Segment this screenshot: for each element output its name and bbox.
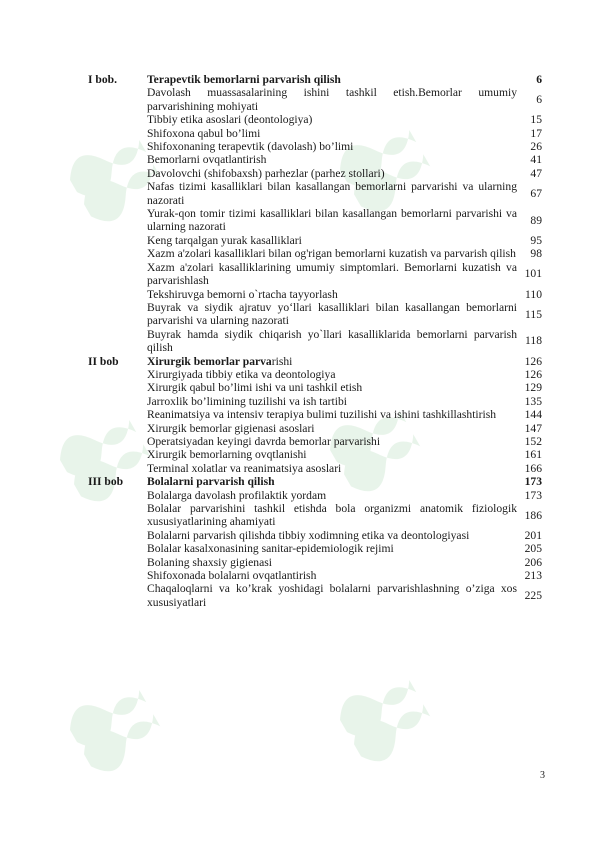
toc-entry — [88, 395, 544, 408]
toc-entry — [88, 261, 544, 288]
toc-entry-title: Shifoxona qabul bo’limi — [147, 126, 261, 140]
toc-entry — [88, 234, 544, 247]
toc-page-number: 225 — [524, 589, 542, 603]
toc-entry-title — [147, 355, 517, 368]
toc-entry-title: Jarroxlik bo’limining tuzilishi va ish tartibi — [147, 394, 347, 408]
toc-entry-title: Operatsiyadan keyingi davrda bemorlar parvarishi — [147, 434, 381, 448]
toc-page-number: 101 — [524, 267, 542, 281]
toc-entry-title: Terapevtik bemorlarni parvarish qilish — [147, 73, 341, 86]
toc-entry-title: Bolaning shaxsiy gigienasi — [147, 555, 272, 569]
toc-page-number: 17 — [530, 126, 542, 140]
toc-entry-title: Tekshiruvga bemorni o`rtacha tayyorlash — [147, 287, 338, 301]
toc-page-number: 129 — [524, 381, 542, 395]
toc-page-number: 205 — [524, 542, 542, 556]
toc-page-number: 152 — [524, 434, 542, 448]
toc-entry — [88, 207, 544, 234]
toc-entry-title-bold: Xirurgik bemorlar parva — [147, 354, 272, 368]
toc-entry-title: Terminal xolatlar va reanimatsiya asoslari — [147, 461, 342, 475]
toc-entry-title: Bolalar parvarishini tashkil etishda bola organizmi anatomik fiziologik xususiyatlarining ahamiyati — [147, 502, 517, 529]
toc-entry-title: Shifoxonada bolalarni ovqatlantirish — [147, 569, 317, 583]
toc-entry-title-plain: rishi — [271, 354, 293, 368]
toc-entry — [88, 328, 544, 355]
toc-entry — [88, 73, 544, 86]
toc-entry — [88, 435, 544, 448]
toc-entry — [88, 502, 544, 529]
toc-page-number: 213 — [524, 569, 542, 583]
toc-entry — [88, 355, 544, 368]
toc-entry-title: Yurak-qon tomir tizimi kasalliklari bilan kasallangan bemorlarni parvarishi va ularning nazorati — [147, 207, 517, 234]
toc-entry — [88, 301, 544, 328]
toc-entry-title: Bolalarni parvarish qilish — [147, 475, 275, 489]
table-of-contents — [88, 73, 544, 609]
toc-entry — [88, 462, 544, 475]
toc-page-number: 110 — [525, 287, 542, 301]
toc-entry-title: Davolash muassasalarining ishini tashkil etish.Bemorlar umumiy parvarishining mohiyati — [147, 86, 517, 113]
toc-page-number: 147 — [524, 421, 542, 435]
toc-entry-title: Tibbiy etika asoslari (deontologiya) — [147, 113, 313, 127]
toc-entry-title: Xirurgik qabul bo’limi ishi va uni tashkil etish — [147, 381, 363, 395]
toc-page-number: 126 — [524, 367, 542, 381]
toc-entry — [88, 582, 544, 609]
toc-entry-title: Xirurgik bemorlar gigienasi asoslari — [147, 421, 315, 435]
toc-entry — [88, 542, 544, 555]
toc-entry — [88, 127, 544, 140]
toc-entry — [88, 113, 544, 126]
toc-page-number: 166 — [524, 461, 542, 475]
toc-entry — [88, 180, 544, 207]
toc-entry — [88, 556, 544, 569]
toc-page-number: 144 — [524, 408, 542, 422]
toc-entry — [88, 153, 544, 166]
toc-entry — [88, 529, 544, 542]
toc-entry — [88, 247, 544, 260]
toc-chapter-label: I bob. — [88, 73, 118, 86]
toc-entry-title: Buyrak hamda siydik chiqarish yo`llari kasalliklarida bemorlarni parvarish qilish — [147, 327, 517, 355]
toc-page-number: 135 — [524, 394, 542, 408]
toc-chapter-label: II bob — [88, 354, 119, 368]
toc-entry — [88, 408, 544, 421]
toc-entry-title: Bemorlarni ovqatlantirish — [147, 153, 267, 167]
toc-entry-title: Xazm a'zolari kasalliklari bilan og'rigan bemorlarni kuzatish va parvarish qilish — [147, 247, 516, 261]
toc-entry-title: Shifoxonaning terapevtik (davolash) bo’limi — [147, 140, 354, 154]
toc-page-number: 47 — [530, 166, 542, 180]
toc-entry — [88, 288, 544, 301]
toc-page-number: 6 — [536, 73, 542, 86]
toc-entry — [88, 140, 544, 153]
toc-entry — [88, 569, 544, 582]
toc-chapter-label: III bob — [88, 475, 124, 489]
toc-page-number: 126 — [524, 354, 542, 368]
toc-entry-title: Bolalarni parvarish qilishda tibbiy xodimning etika va deontologiyasi — [147, 528, 470, 542]
toc-entry — [88, 448, 544, 461]
toc-entry — [88, 489, 544, 502]
toc-page-number: 206 — [524, 555, 542, 569]
toc-page-number: 201 — [524, 528, 542, 542]
toc-page-number: 95 — [530, 233, 542, 247]
toc-entry — [88, 86, 544, 113]
toc-page-number: 41 — [530, 153, 542, 167]
toc-entry — [88, 368, 544, 381]
toc-entry-title: Bolalarga davolash profilaktik yordam — [147, 488, 327, 502]
toc-entry-title: Xazm a'zolari kasalliklarining umumiy simptomlari. Bemorlarni kuzatish va parvarishlash — [147, 260, 517, 288]
toc-entry-title: Keng tarqalgan yurak kasalliklari — [147, 233, 302, 247]
toc-entry-title: Buyrak va siydik ajratuv yo‘llari kasalliklari bilan kasallangan bemorlarni parvarishi va ularning nazorati — [147, 300, 517, 328]
toc-entry — [88, 475, 544, 488]
toc-page-number: 26 — [530, 140, 542, 154]
toc-page-number: 161 — [524, 448, 542, 462]
toc-page-number: 115 — [525, 307, 542, 321]
toc-entry-title: Xirurgiyada tibbiy etika va deontologiya — [147, 367, 336, 381]
toc-page-number: 98 — [530, 247, 542, 261]
toc-entry-title: Chaqaloqlarni va ko’krak yoshidagi bolalarni parvarishlashning o’ziga xos xususiyatlari — [147, 582, 517, 609]
toc-entry — [88, 422, 544, 435]
toc-page-number: 173 — [524, 488, 542, 502]
toc-entry-title: Reanimatsiya va intensiv terapiya bulimi tuzilishi va ishini tashkillashtirish — [147, 408, 497, 422]
toc-page-number: 6 — [536, 93, 542, 107]
toc-entry-title: Davolovchi (shifobaxsh) parhezlar (parhez stollari) — [147, 166, 385, 180]
toc-page-number: 118 — [525, 334, 542, 348]
toc-entry — [88, 381, 544, 394]
toc-page-number: 89 — [530, 213, 542, 227]
toc-entry-title: Xirurgik bemorlarning ovqtlanishi — [147, 448, 307, 462]
toc-page-number: 173 — [524, 475, 542, 489]
page-number: 3 — [540, 770, 545, 781]
toc-page-number: 15 — [530, 113, 542, 127]
toc-entry-title: Nafas tizimi kasalliklari bilan kasallangan bemorlarni parvarishi va ularning nazorati — [147, 180, 517, 207]
toc-entry — [88, 167, 544, 180]
toc-page-number: 186 — [524, 508, 542, 522]
toc-entry-title: Bolalar kasalxonasining sanitar-epidemiologik rejimi — [147, 542, 394, 556]
toc-page-number: 67 — [530, 186, 542, 200]
